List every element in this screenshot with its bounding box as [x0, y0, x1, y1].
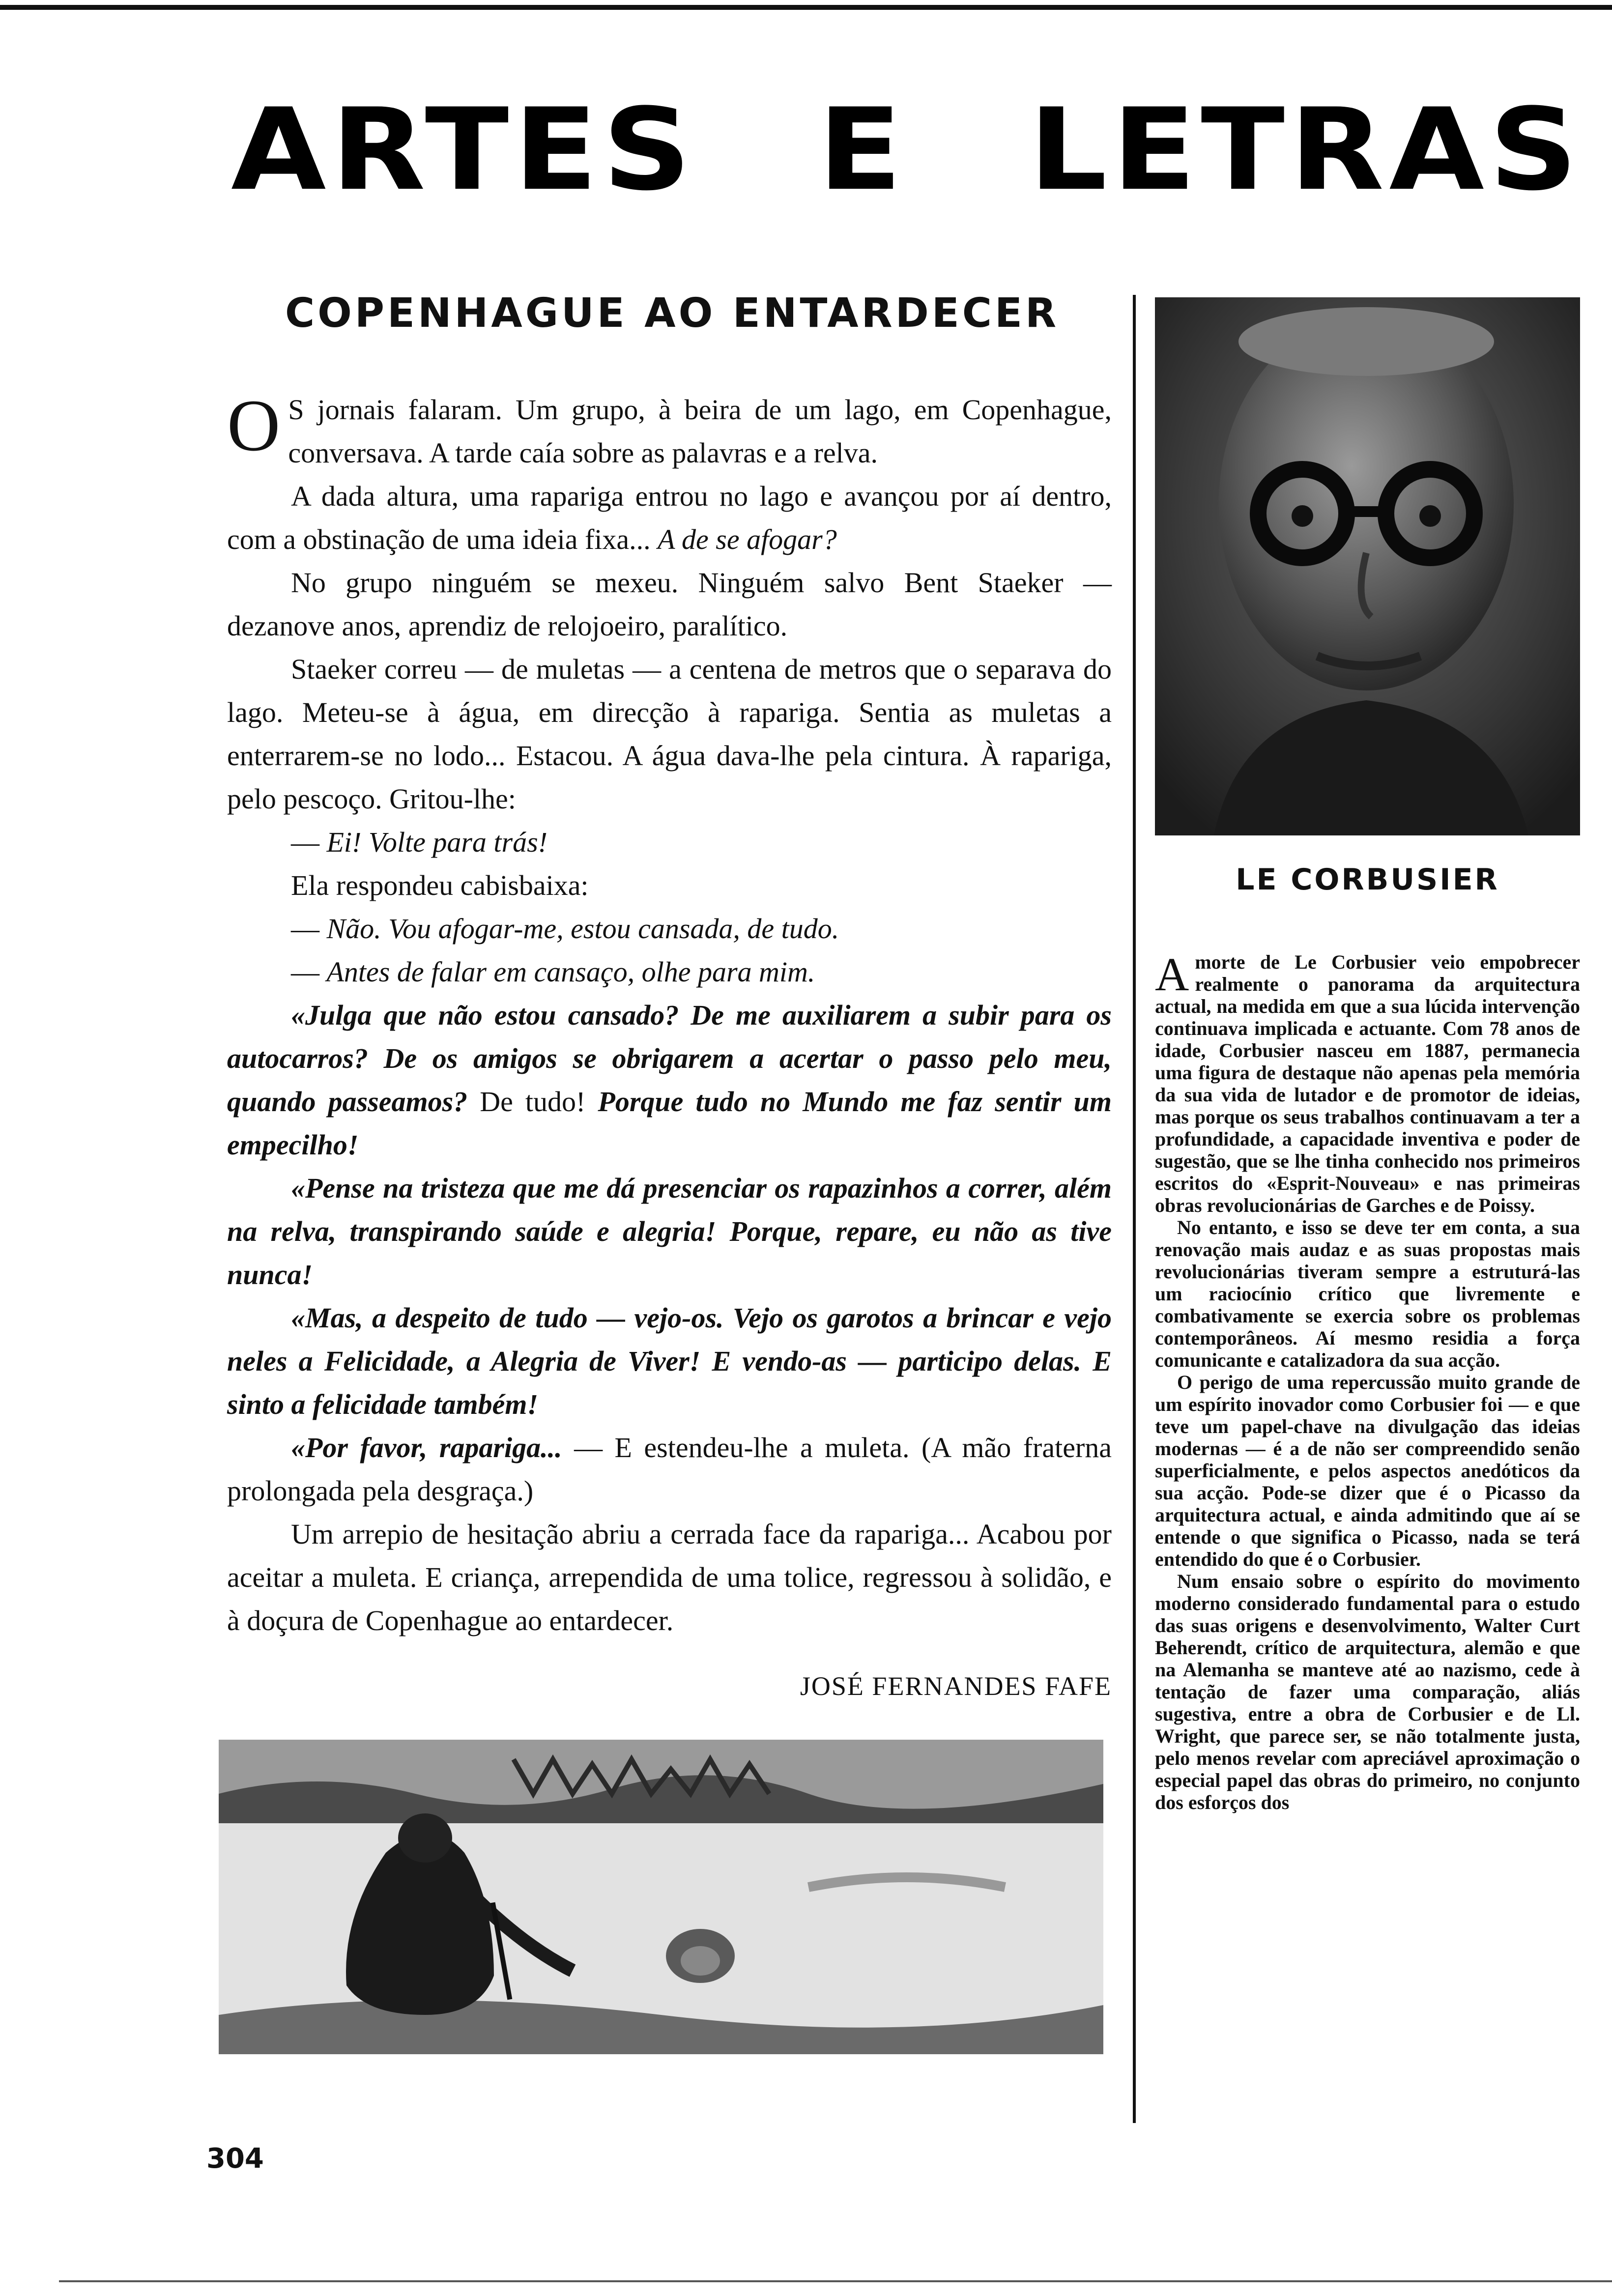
bottom-rule — [59, 2280, 1612, 2282]
paragraph — [227, 950, 1112, 994]
quote-paragraph — [227, 994, 1112, 1167]
top-rule — [0, 5, 1612, 10]
paragraph-italic: A de se afogar? — [658, 523, 837, 555]
paragraph: O perigo de uma repercussão muito grande de um espírito inovador como Corbusier foi — e que teve um papel-chave na divulgação das ideias modernas — é a de não ser compreendido senão superficialmente, e pelos aspectos anedóticos da sua acção. Pode-se dizer que é o Picasso da arquitectura actual, e ainda admitindo que aí se entende o que significa o Picasso, nada se terá entendido do que é o Corbusier. — [1155, 1371, 1580, 1570]
quote-paragraph — [227, 1167, 1112, 1296]
portrait-photo — [1155, 297, 1580, 835]
paragraph-italic: Antes de falar em cansaço, olhe para mim. — [326, 956, 815, 988]
paragraph: Num ensaio sobre o espírito do movimento moderno considerado fundamental para o estudo das suas origens e desenvolvimento, Walter Curt Beherendt, crítico de arquitectura, alemão e que na Alemanha se manteve até ao nazismo, cede à tentação de fazer uma comparação, aliás sugestiva, entre a obra de Corbusier e de Ll. Wright, que parece ser, se não totalmente justa, pelo menos revelar com apreciável aproximação o especial papel das obras do primeiro, no conjunto dos esforços dos — [1155, 1570, 1580, 1813]
sidebar-body — [1155, 948, 1580, 1813]
masthead-word-artes: ARTES — [231, 84, 696, 216]
masthead-word-letras: LETRAS — [1029, 84, 1583, 216]
paragraph — [227, 821, 1112, 864]
author-byline: JOSÉ FERNANDES FAFE — [800, 1671, 1112, 1701]
article-title: COPENHAGUE AO ENTARDECER — [285, 290, 1060, 337]
drop-cap: O — [227, 385, 281, 466]
page-number: 304 — [206, 2143, 264, 2175]
paragraph — [1155, 948, 1580, 1216]
paragraph-text: — — [291, 826, 327, 858]
quote-text: «Pense na tristeza que me dá presenciar os rapazinhos a correr, além na relva, transpirando saúde e alegria! Porque, repare, eu não as tive nunca! — [227, 1172, 1112, 1291]
paragraph-text: morte de Le Corbusier veio empobrecer realmente o panorama da arquitectura actual, na medida em que a sua lúcida intervenção continuava implicada e actuante. Com 78 anos de idade, Corbusier nasceu em 1887, permanecia uma figura de destaque não apenas pela memória da sua vida de lutador e de promotor de ideias, mas porque os seus trabalhos continuavam a ter a profundidade, a capacidade inventiva e poder de sugestão, que se lhe tinha conhecido nos primeiros escritos do «Esprit-Nouveau» e nas primeiras obras revolucionárias de Garches e de Poissy. — [1155, 951, 1580, 1216]
paragraph-italic: Não. Vou afogar-me, estou cansada, de tudo. — [326, 913, 839, 945]
quote-text-plain: De tudo! — [467, 1086, 598, 1118]
paragraph-text: Ela respondeu cabisbaixa: — [291, 869, 589, 901]
paragraph — [227, 907, 1112, 950]
paragraph — [227, 864, 1112, 907]
paragraph-italic: Ei! Volte para trás! — [326, 826, 547, 858]
drop-cap: A — [1155, 948, 1189, 1001]
sidebar-title: LE CORBUSIER — [1236, 862, 1499, 897]
paragraph-text: — — [291, 913, 327, 945]
masthead-word-e: E — [818, 84, 907, 216]
painting-image — [219, 1740, 1103, 2054]
paragraph-text: Um arrepio de hesitação abriu a cerrada face da rapariga... Acabou por aceitar a muleta. E criança, arrependida de uma tolice, regressou à solidão, e à doçura de Copenhague ao entardecer. — [227, 1518, 1112, 1636]
column-divider — [1133, 295, 1136, 2123]
quote-text: «Por favor, rapariga... — [291, 1432, 562, 1464]
paragraph-text: Staeker correu — de muletas — a centena de metros que o separava do lago. Meteu-se à água, em direcção à rapariga. Sentia as muletas a enterrarem-se no lodo... Estacou. A água dava-lhe pela cintura. À rapariga, pelo pescoço. Gritou-lhe: — [227, 653, 1112, 815]
paragraph — [227, 1513, 1112, 1642]
portrait-image — [1155, 297, 1580, 835]
quote-text: «Mas, a despeito de tudo — vejo-os. Vejo os garotos a brincar e vejo neles a Felicidade, a Alegria de Viver! E vendo-as — participo delas. E sinto a felicidade também! — [227, 1302, 1112, 1420]
paragraph: No entanto, e isso se deve ter em conta, a sua renovação mais audaz e as suas propostas mais revolucionárias tiveram sempre a estruturá-las um raciocínio crítico que livremente e combativamente se exercia sobre os problemas contemporâneos. Aí mesmo residia a força comunicante e catalizadora da sua acção. — [1155, 1216, 1580, 1371]
section-masthead — [231, 84, 1583, 216]
paragraph — [227, 475, 1112, 561]
paragraph-text: No grupo ninguém se mexeu. Ninguém salvo Bent Staeker — dezanove anos, aprendiz de relojoeiro, paralítico. — [227, 567, 1112, 642]
paragraph — [227, 648, 1112, 821]
article-body — [227, 385, 1112, 1708]
quote-text: «Julga que não estou cansado? De me auxiliarem a subir para os autocarros? De os amigos se obrigarem a acertar o passo pelo meu, quando passeamos? — [227, 999, 1112, 1118]
quote-text: Porque tudo no Mundo me faz sentir um empecilho! — [227, 1086, 1112, 1161]
illustration-painting — [219, 1740, 1103, 2054]
quote-paragraph — [227, 1296, 1112, 1426]
quote-paragraph — [227, 1426, 1112, 1513]
paragraph-text: A dada altura, uma rapariga entrou no lago e avançou por aí dentro, com a obstinação de uma ideia fixa... — [227, 480, 1112, 555]
paragraph-text: — — [291, 956, 327, 988]
quote-text-plain: — E estendeu-lhe a muleta. (A mão fraterna prolongada pela desgraça.) — [227, 1432, 1112, 1507]
paragraph — [227, 385, 1112, 475]
paragraph — [227, 561, 1112, 648]
paragraph-text: S jornais falaram. Um grupo, à beira de um lago, em Copenhague, conversava. A tarde caía sobre as palavras e a relva. — [288, 394, 1112, 469]
